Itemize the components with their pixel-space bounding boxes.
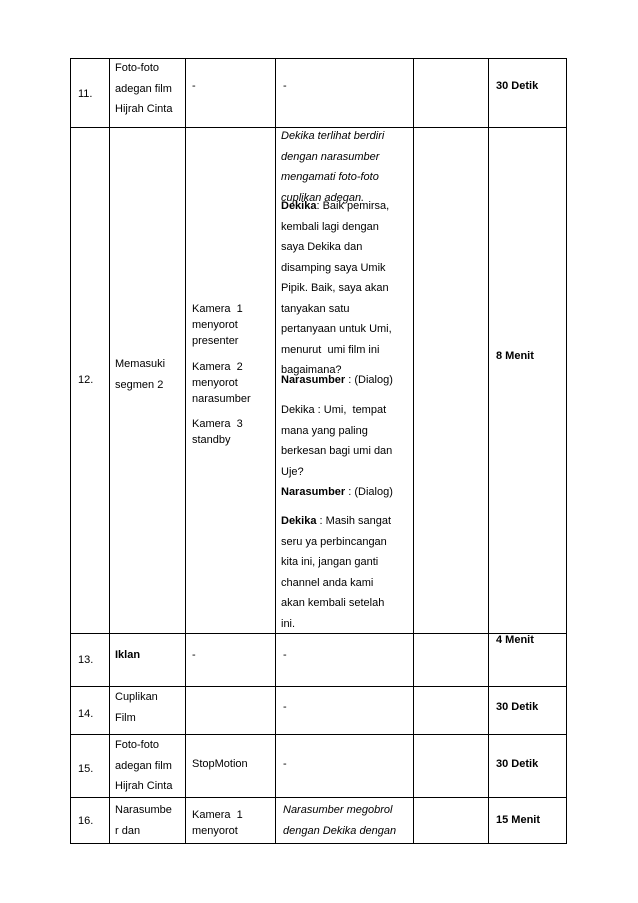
camera-cell: - [192,649,196,661]
row-number: 11. [78,88,93,100]
content-cell: Foto-foto adegan film Hijrah Cinta [115,739,173,792]
script-cell: - [283,758,287,770]
dialogue-text: : Baik pemirsa, kembali lagi dengan saya Dekika dan disamping saya Umik Pipik. Baik, saya akan tanyakan satu pertanyaan untuk Umi, menurut umi film ini bagaimana? [281,200,392,376]
speaker-name: Narasumber [281,486,346,498]
row-border [70,843,567,844]
row-number: 16. [78,815,94,827]
row-number: 15. [78,763,94,775]
camera-cell: Kamera 3 standby [192,418,243,446]
duration-cell: 15 Menit [496,814,541,826]
dialogue-text: : (Dialog) [345,486,393,498]
camera-cell: StopMotion [192,758,248,770]
duration-cell: 30 Detik [496,758,539,770]
camera-cell: Kamera 1 menyorot [192,809,243,837]
speaker-name: Narasumber [281,374,346,386]
script-dialogue: Dekika : Umi, tempat mana yang paling berkesan bagi umi dan Uje? [281,404,393,478]
row-border [70,797,567,798]
script-cell: - [283,80,287,92]
column-border [109,58,110,844]
column-border [185,58,186,844]
dialogue-text: : Masih sangat seru ya perbincangan kita ini, jangan ganti channel anda kami akan kembali setelah ini. [281,515,392,630]
script-dialogue [281,370,393,391]
row-number: 14. [78,708,94,720]
speaker-name: Dekika [281,515,317,527]
content-cell: Narasumbe r dan [115,804,172,837]
row-number: 13. [78,654,94,666]
camera-cell: - [192,80,196,92]
dialogue-text: : (Dialog) [345,374,393,386]
script-dialogue [281,511,391,634]
duration-cell: 4 Menit [496,634,534,646]
speaker-name: Dekika [281,200,317,212]
content-cell: Iklan [115,649,141,661]
camera-cell: Kamera 1 menyorot presenter [192,303,243,347]
camera-cell: Kamera 2 menyorot narasumber [192,361,251,405]
column-border [566,58,567,844]
row-number: 12. [78,374,94,386]
column-border [70,58,71,844]
script-cell: Narasumber megobrol dengan Dekika dengan [283,804,397,837]
content-cell: Foto-foto adegan film Hijrah Cinta [115,62,173,115]
duration-cell: 30 Detik [496,701,539,713]
script-cell: - [283,701,287,713]
duration-cell: 8 Menit [496,350,534,362]
column-border [413,58,414,844]
duration-cell: 30 Detik [496,80,539,92]
script-dialogue [281,196,392,381]
script-dialogue [281,482,393,503]
column-border [488,58,489,844]
script-cell: - [283,649,287,661]
content-cell: Cuplikan Film [115,691,158,724]
column-border [275,58,276,844]
content-cell: Memasuki segmen 2 [115,358,166,391]
script-stage-direction: Dekika terlihat berdiri dengan narasumber mengamati foto-foto cuplikan adegan. [281,130,385,204]
